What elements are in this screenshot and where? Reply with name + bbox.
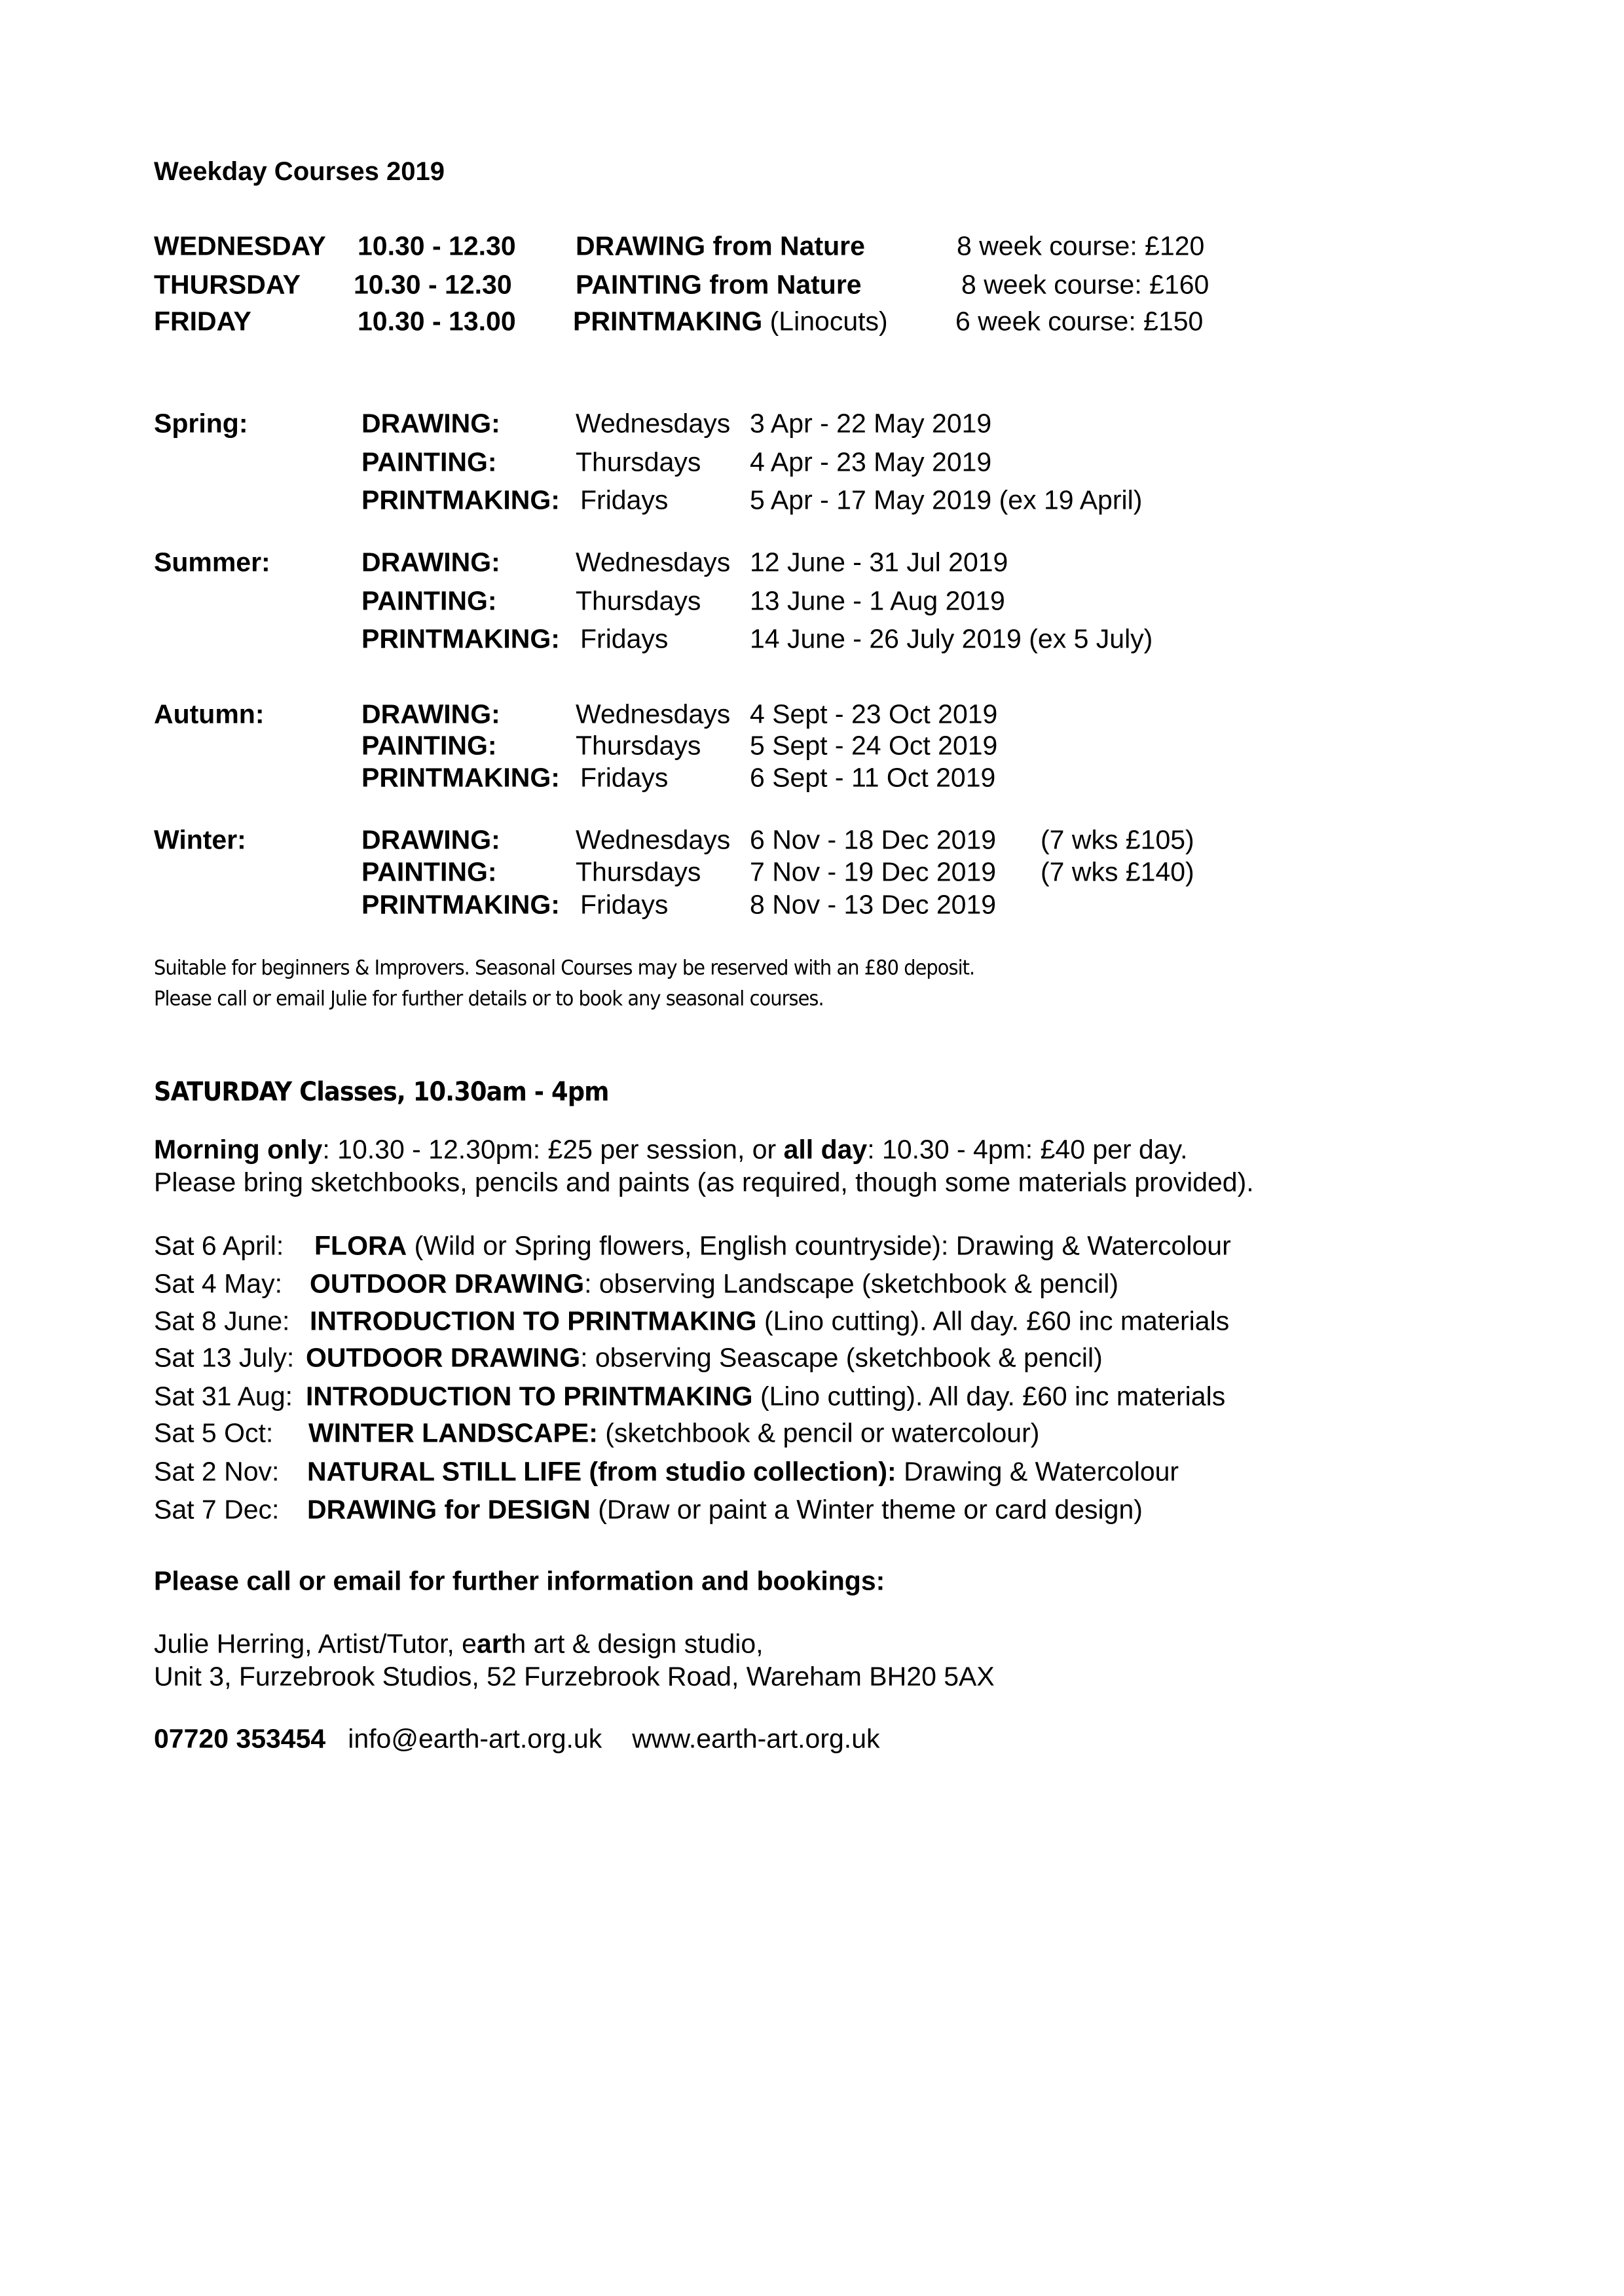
event-date: Sat 7 Dec: bbox=[154, 1494, 280, 1525]
weekday-course bbox=[576, 230, 865, 261]
season-day: Fridays bbox=[580, 889, 669, 920]
event-desc: : observing Landscape (sketchbook & pencil) bbox=[584, 1268, 1119, 1299]
season-day: Thursdays bbox=[576, 730, 701, 761]
morning-label: Morning only bbox=[154, 1134, 323, 1165]
event-text bbox=[306, 1342, 1103, 1373]
event-desc: : observing Seascape (sketchbook & pencil) bbox=[580, 1342, 1103, 1373]
weekday-price: 8 week course: £160 bbox=[961, 269, 1209, 300]
season-label: Spring: bbox=[154, 408, 248, 439]
course-title: PAINTING from Nature bbox=[576, 269, 862, 300]
weekday-day: THURSDAY bbox=[154, 269, 301, 300]
event-text bbox=[314, 1230, 1231, 1261]
season-day: Wednesdays bbox=[576, 408, 731, 439]
weekday-course bbox=[573, 308, 888, 335]
season-day: Thursdays bbox=[576, 585, 701, 616]
course-title: PRINTMAKING bbox=[573, 306, 763, 337]
event-date: Sat 2 Nov: bbox=[154, 1456, 280, 1487]
allday-text: : 10.30 - 4pm: £40 per day. bbox=[867, 1134, 1188, 1165]
saturday-heading: SATURDAY Classes, 10.30am - 4pm bbox=[154, 1077, 609, 1107]
season-note: (7 wks £140) bbox=[1041, 856, 1194, 887]
contact-name bbox=[154, 1628, 764, 1659]
weekday-price: 8 week course: £120 bbox=[957, 230, 1205, 261]
event-title: INTRODUCTION TO PRINTMAKING bbox=[306, 1381, 753, 1412]
contact-heading: Please call or email for further information and bookings: bbox=[154, 1565, 885, 1596]
season-day: Fridays bbox=[580, 484, 669, 515]
allday-label: all day bbox=[783, 1134, 868, 1165]
season-course: PAINTING: bbox=[361, 446, 497, 477]
event-date: Sat 13 July: bbox=[154, 1342, 295, 1373]
season-course: DRAWING: bbox=[361, 699, 500, 729]
season-label: Autumn: bbox=[154, 699, 265, 729]
weekday-time: 10.30 - 12.30 bbox=[354, 269, 512, 300]
season-dates: 13 June - 1 Aug 2019 bbox=[750, 585, 1005, 616]
event-desc: (Lino cutting). All day. £60 inc materials bbox=[752, 1381, 1226, 1412]
season-note: (7 wks £105) bbox=[1041, 824, 1194, 855]
studio-name-part: e bbox=[462, 1628, 477, 1659]
season-dates: 3 Apr - 22 May 2019 bbox=[750, 408, 992, 439]
event-date: Sat 31 Aug: bbox=[154, 1381, 293, 1412]
event-desc: (Wild or Spring flowers, English countryside): Drawing & Watercolour bbox=[407, 1230, 1231, 1261]
season-dates: 5 Apr - 17 May 2019 (ex 19 April) bbox=[750, 484, 1143, 515]
event-title: WINTER LANDSCAPE: bbox=[308, 1417, 598, 1448]
contact-details bbox=[154, 1723, 880, 1754]
event-text bbox=[306, 1383, 1225, 1410]
event-date: Sat 4 May: bbox=[154, 1268, 282, 1299]
season-dates: 12 June - 31 Jul 2019 bbox=[750, 547, 1008, 577]
season-day: Thursdays bbox=[576, 446, 701, 477]
studio-name bbox=[462, 1629, 763, 1659]
studio-name-part: h art & design studio, bbox=[511, 1628, 764, 1659]
season-course: PRINTMAKING: bbox=[361, 623, 560, 654]
website-link[interactable]: www.earth-art.org.uk bbox=[632, 1723, 880, 1754]
weekday-course bbox=[576, 269, 862, 300]
contact-address: Unit 3, Furzebrook Studios, 52 Furzebrook Road, Wareham BH20 5AX bbox=[154, 1661, 995, 1692]
event-desc: (sketchbook & pencil or watercolour) bbox=[597, 1417, 1040, 1448]
studio-name-bold: art bbox=[476, 1628, 511, 1659]
season-dates: 4 Apr - 23 May 2019 bbox=[750, 446, 992, 477]
season-course: DRAWING: bbox=[361, 408, 500, 439]
season-course: PAINTING: bbox=[361, 730, 497, 761]
course-title: DRAWING from Nature bbox=[576, 230, 865, 261]
season-day: Fridays bbox=[580, 762, 669, 793]
event-title: OUTDOOR DRAWING bbox=[310, 1268, 585, 1299]
event-title: FLORA bbox=[314, 1230, 407, 1261]
event-text bbox=[307, 1494, 1143, 1525]
season-course: DRAWING: bbox=[361, 547, 500, 577]
season-dates: 6 Nov - 18 Dec 2019 bbox=[750, 824, 997, 855]
season-label: Summer: bbox=[154, 547, 270, 577]
event-desc: Drawing & Watercolour bbox=[896, 1456, 1179, 1487]
event-desc: (Lino cutting). All day. £60 inc materials bbox=[756, 1305, 1230, 1336]
season-course: PAINTING: bbox=[361, 585, 497, 616]
season-day: Thursdays bbox=[576, 856, 701, 887]
page-title: Weekday Courses 2019 bbox=[154, 157, 445, 186]
note-line: Please call or email Julie for further details or to book any seasonal courses. bbox=[154, 987, 824, 1011]
season-course: PRINTMAKING: bbox=[361, 762, 560, 793]
event-text bbox=[307, 1456, 1179, 1487]
weekday-price: 6 week course: £150 bbox=[955, 306, 1204, 337]
event-title: OUTDOOR DRAWING bbox=[306, 1342, 581, 1373]
event-text bbox=[310, 1305, 1230, 1336]
season-day: Wednesdays bbox=[576, 824, 731, 855]
event-text bbox=[308, 1417, 1040, 1448]
event-date: Sat 5 Oct: bbox=[154, 1417, 274, 1448]
weekday-day: WEDNESDAY bbox=[154, 230, 326, 261]
saturday-pricing bbox=[154, 1134, 1188, 1165]
season-course: PRINTMAKING: bbox=[361, 889, 560, 920]
weekday-time: 10.30 - 13.00 bbox=[358, 306, 516, 337]
season-dates: 14 June - 26 July 2019 (ex 5 July) bbox=[750, 623, 1153, 654]
weekday-day: FRIDAY bbox=[154, 306, 251, 337]
saturday-materials: Please bring sketchbooks, pencils and paints (as required, though some materials provided). bbox=[154, 1167, 1254, 1197]
phone-number[interactable]: 07720 353454 bbox=[154, 1723, 326, 1754]
season-dates: 6 Sept - 11 Oct 2019 bbox=[750, 762, 996, 793]
weekday-time: 10.30 - 12.30 bbox=[358, 230, 516, 261]
season-dates: 8 Nov - 13 Dec 2019 bbox=[750, 889, 997, 920]
season-course: PAINTING: bbox=[361, 856, 497, 887]
note-line: Suitable for beginners & Improvers. Seasonal Courses may be reserved with an £80 deposit. bbox=[154, 956, 975, 980]
email-link[interactable]: info@earth-art.org.uk bbox=[348, 1723, 602, 1754]
season-course: DRAWING: bbox=[361, 824, 500, 855]
season-day: Fridays bbox=[580, 623, 669, 654]
tutor-name: Julie Herring, Artist/Tutor, bbox=[154, 1628, 462, 1659]
season-dates: 4 Sept - 23 Oct 2019 bbox=[750, 699, 998, 729]
season-label: Winter: bbox=[154, 824, 246, 855]
season-dates: 7 Nov - 19 Dec 2019 bbox=[750, 856, 997, 887]
event-text bbox=[310, 1268, 1119, 1299]
course-detail: (Linocuts) bbox=[762, 306, 888, 337]
season-day: Wednesdays bbox=[576, 547, 731, 577]
season-day: Wednesdays bbox=[576, 699, 731, 729]
event-title: DRAWING for DESIGN bbox=[307, 1494, 591, 1525]
event-title: INTRODUCTION TO PRINTMAKING bbox=[310, 1305, 757, 1336]
event-date: Sat 8 June: bbox=[154, 1305, 290, 1336]
event-desc: (Draw or paint a Winter theme or card design) bbox=[590, 1494, 1143, 1525]
season-dates: 5 Sept - 24 Oct 2019 bbox=[750, 730, 998, 761]
morning-text: : 10.30 - 12.30pm: £25 per session, or bbox=[322, 1134, 784, 1165]
event-title: NATURAL STILL LIFE (from studio collection): bbox=[307, 1456, 896, 1487]
season-course: PRINTMAKING: bbox=[361, 484, 560, 515]
event-date: Sat 6 April: bbox=[154, 1230, 284, 1261]
